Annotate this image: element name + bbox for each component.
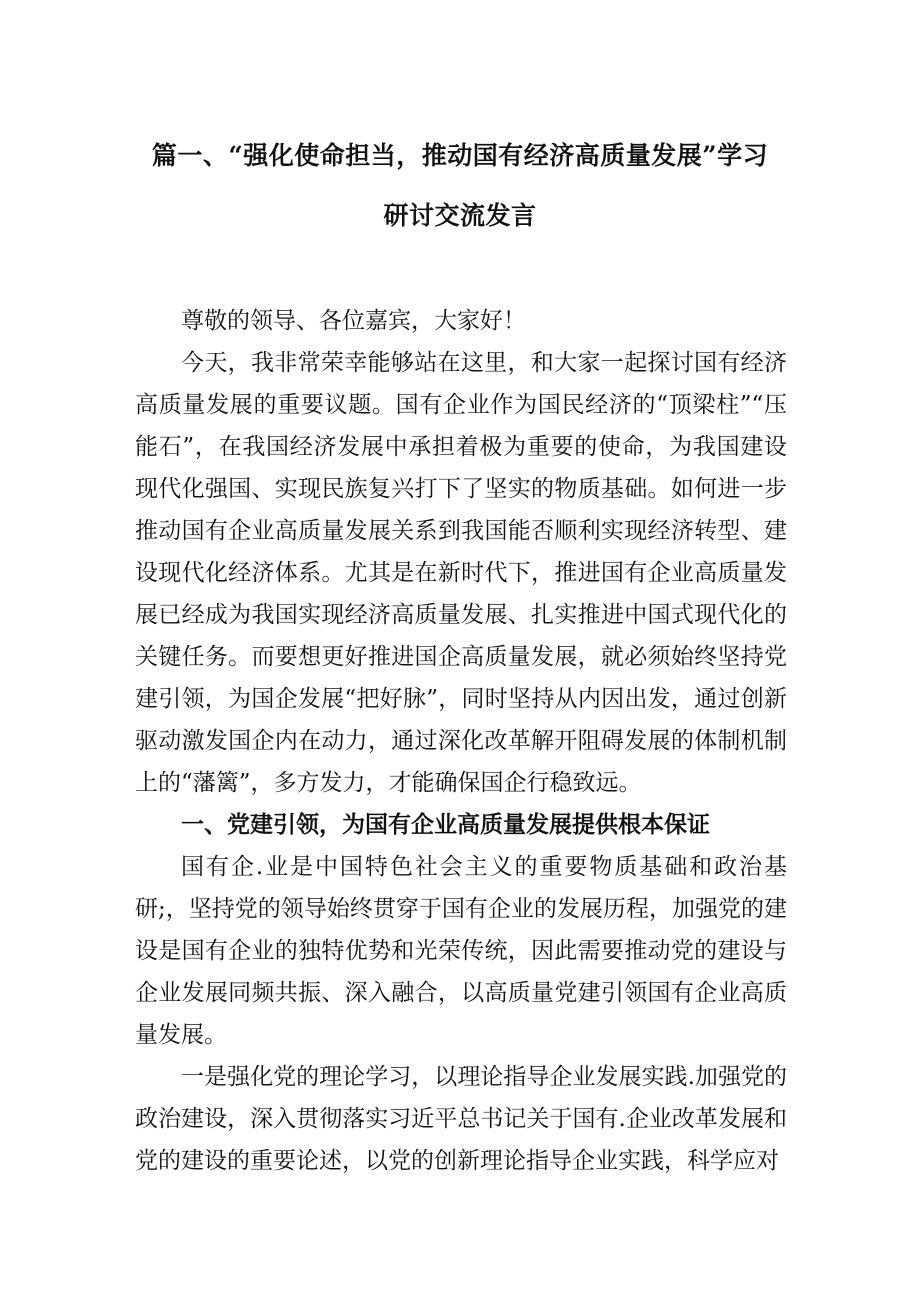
- document-title-line-2: 研讨交流发言: [383, 201, 537, 230]
- section-paragraph: 国有企.业是中国特色社会主义的重要物质基础和政治基研;，坚持党的领导始终贯穿于国有企业的发展历程，加强党的建设是国有企业的独特优势和光荣传统，因此需要推动党的建设与企业发展同频共振、深入融合，以高质量党建引领国有企业高质量发展。: [135, 854, 787, 1048]
- intro-paragraph: 今天，我非常荣幸能够站在这里，和大家一起探讨国有经济高质量发展的重要议题。国有企业作为国民经济的“顶梁柱”“压能石”，在我国经济发展中承担着极为重要的使命，为我国建设现代化强国、实现民族复兴打下了坚实的物质基础。如何进一步推动国有企业高质量发展关系到我国能否顺利实现经济转型、建设现代化经济体系。尤其是在新时代下，推进国有企业高质量发展已经成为我国实现经济高质量发展、扎实推进中国式现代化的关键任务。而要想更好推进国企高质量发展，就必须始终坚持党建引领，为国企发展“把好脉”，同时坚持从内因出发，通过创新驱动激发国企内在动力，通过深化改革解开阻碍发展的体制机制上的“藩篱”，多方发力，才能确保国企行稳致远。: [135, 350, 787, 796]
- section-paragraph: 一是强化党的理论学习，以理论指导企业发展实践.加强党的政治建设，深入贯彻落实习近平总书记关于国有.企业改革发展和党的建设的重要论述，以党的创新理论指导企业实践，科学应对: [135, 1064, 787, 1174]
- document-title-line-1: 篇一、“强化使命担当，推动国有经济高质量发展”学习: [151, 141, 769, 170]
- section-heading: 一、党建引领，为国有企业高质量发展提供根本保证: [181, 811, 710, 838]
- greeting-paragraph: 尊敬的领导、各位嘉宾，大家好！: [181, 308, 526, 334]
- document-body: [135, 300, 787, 1182]
